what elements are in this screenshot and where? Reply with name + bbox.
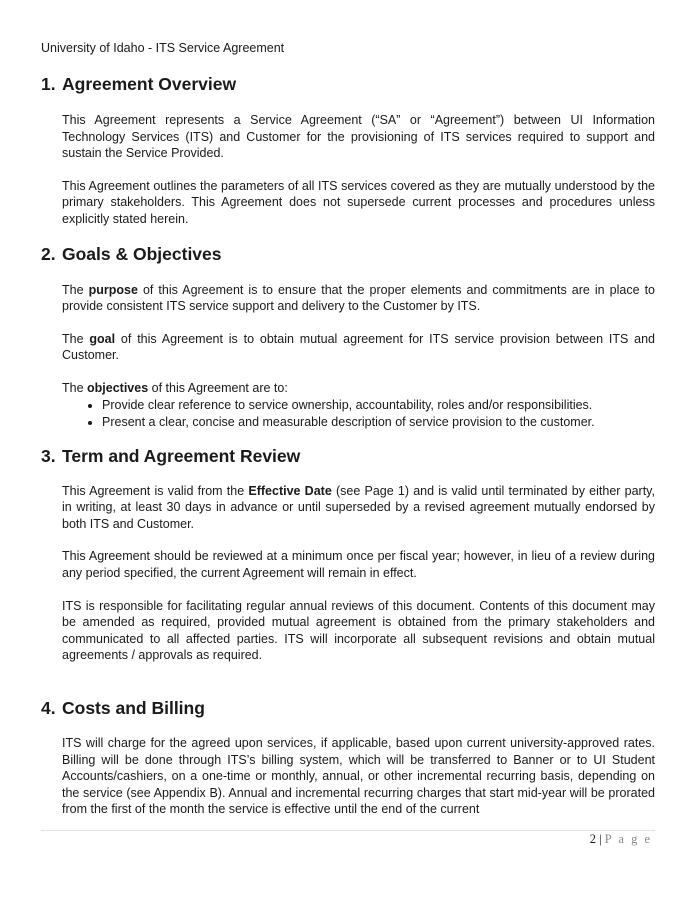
- bold-term: Effective Date: [248, 483, 332, 498]
- section-heading: [41, 698, 655, 719]
- paragraph: This Agreement outlines the parameters of all ITS services covered as they are mutually understood by the primary stakeholders. This Agreement does not supersede current processes and procedures unless explicitly stated herein.: [62, 178, 655, 226]
- section-goals-objectives: [41, 244, 655, 431]
- section-heading: [41, 74, 655, 95]
- section-number: 4.: [41, 698, 56, 718]
- section-title: Term and Agreement Review: [62, 445, 301, 466]
- section-title: Goals & Objectives: [62, 243, 222, 264]
- paragraph: This Agreement represents a Service Agreement (“SA” or “Agreement”) between UI Information Technology Services (ITS) and Customer for the provisioning of ITS services required to support and sustain the Service Provided.: [62, 113, 655, 161]
- bold-term: goal: [89, 331, 116, 346]
- page-footer: [590, 832, 652, 847]
- paragraph-purpose: The purpose of this Agreement is to ensure that the proper elements and commitments are in place to provide consistent ITS service support and delivery to the Customer by ITS.: [62, 282, 655, 314]
- running-header: University of Idaho - ITS Service Agreement: [41, 41, 285, 55]
- list-item: • Provide clear reference to service ownership, accountability, roles and/or responsibilities.: [102, 397, 655, 414]
- section-costs-billing: [41, 698, 655, 818]
- section-number: 1.: [41, 74, 56, 94]
- paragraph-goal: The goal of this Agreement is to obtain mutual agreement for ITS service provision between ITS and Customer.: [62, 331, 655, 363]
- paragraph: ITS is responsible for facilitating regular annual reviews of this document. Contents of this document may be amended as required, provided mutual agreement is obtained from the primary stakeholders and communicated to all affected parties. ITS will incorporate all subsequent revisions and obtain mutual agreements / approvals as required.: [62, 598, 655, 663]
- footer-separator: |: [599, 832, 602, 846]
- list-item: • Present a clear, concise and measurable description of service provision to the customer.: [102, 414, 655, 431]
- bold-term: purpose: [88, 282, 138, 297]
- paragraph-objectives: The objectives of this Agreement are to:: [62, 380, 288, 395]
- section-number: 3.: [41, 445, 56, 466]
- bold-term: objectives: [87, 380, 149, 395]
- page-label: P a g e: [604, 832, 652, 846]
- section-term-review: [41, 446, 655, 664]
- section-agreement-overview: [41, 74, 655, 228]
- footer-divider: [41, 830, 655, 831]
- section-heading: [41, 446, 655, 467]
- section-title: Agreement Overview: [62, 74, 237, 94]
- paragraph: This Agreement is valid from the Effective Date (see Page 1) and is valid until terminated by either party, in writing, at least 30 days in advance or until superseded by a revised agreement mutually endorsed by both ITS and Customer.: [62, 483, 655, 531]
- paragraph: ITS will charge for the agreed upon services, if applicable, based upon current university-approved rates. Billing will be done through ITS’s billing system, which will be transferred to Banner or to UI Student Accounts/cashiers, on a one-time or monthly, annual, or other incremental recurring basis, depending on the service (see Appendix B). Annual and incremental recurring charges that start mid-year will be prorated from the first of the month the service is effective until the end of the current: [62, 736, 655, 817]
- page-number: 2: [589, 832, 597, 846]
- section-title: Costs and Billing: [62, 698, 205, 718]
- objectives-list: [62, 397, 655, 431]
- paragraph: This Agreement should be reviewed at a minimum once per fiscal year; however, in lieu of a review during any period specified, the current Agreement will remain in effect.: [62, 549, 655, 580]
- section-heading: [41, 244, 655, 265]
- document-body: [41, 74, 655, 817]
- section-number: 2.: [41, 243, 56, 264]
